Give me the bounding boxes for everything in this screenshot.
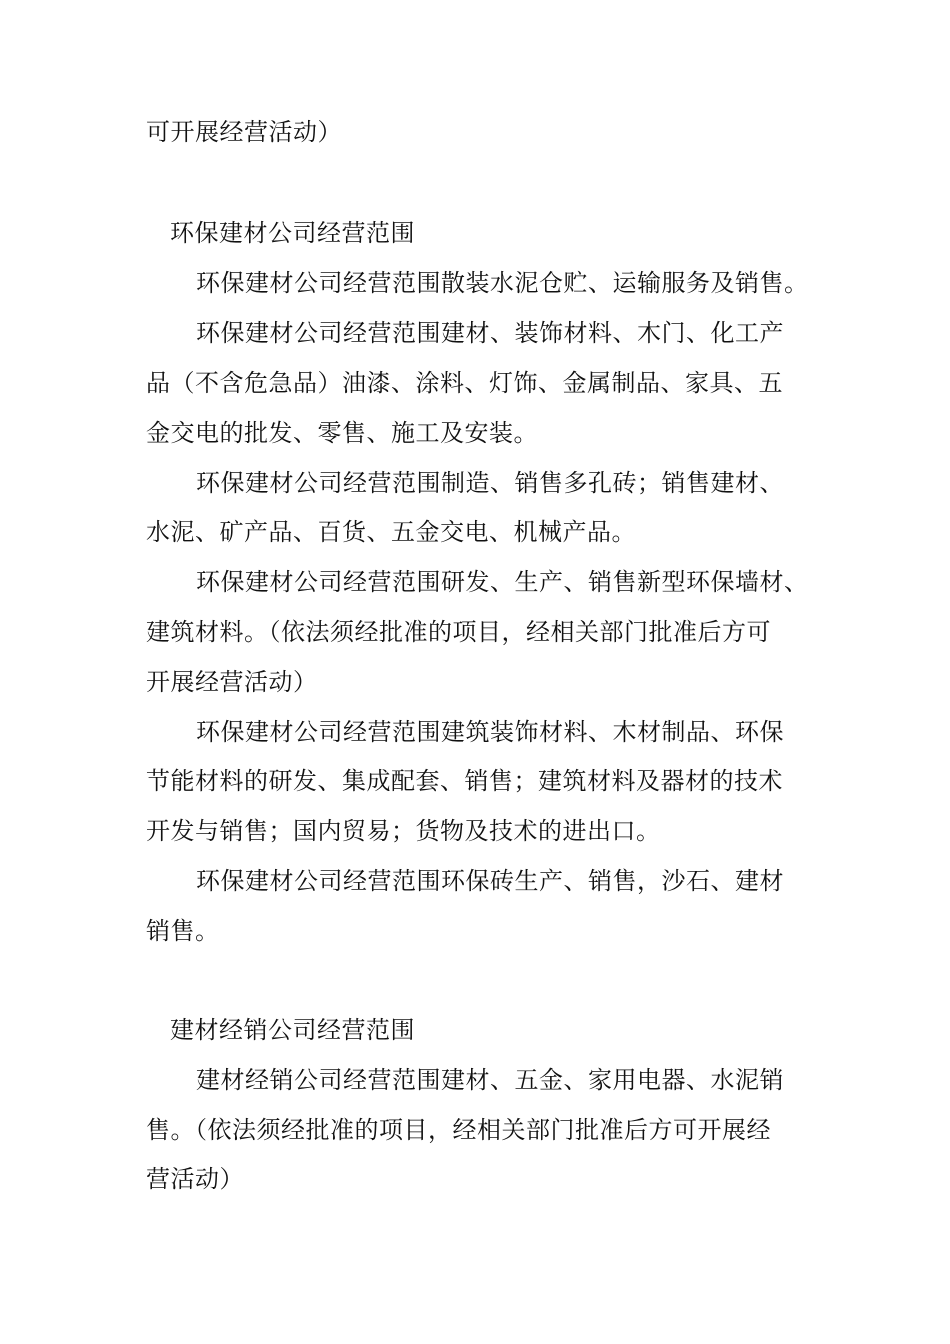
section1-p3-line1: 环保建材公司经营范围制造、销售多孔砖；销售建材、	[196, 469, 784, 497]
section2-p1-line1: 建材经销公司经营范围建材、五金、家用电器、水泥销	[196, 1066, 784, 1094]
section1-p5-line1: 环保建材公司经营范围建筑装饰材料、木材制品、环保	[196, 718, 784, 746]
section1-p4-line2: 建筑材料。（依法须经批准的项目，经相关部门批准后方可	[146, 618, 771, 646]
section1-p6-line2: 销售。	[146, 917, 220, 945]
section1-p2-line2: 品（不含危急品）油漆、涂料、灯饰、金属制品、家具、五	[146, 369, 783, 397]
intro-tail-line: 可开展经营活动）	[146, 118, 342, 146]
section1-p2-line1: 环保建材公司经营范围建材、装饰材料、木门、化工产	[196, 319, 784, 347]
section1-heading: 环保建材公司经营范围	[170, 219, 415, 247]
section2-p1-line2: 售。（依法须经批准的项目，经相关部门批准后方可开展经	[146, 1116, 771, 1144]
section1-p4-line1: 环保建材公司经营范围研发、生产、销售新型环保墙材、	[196, 568, 809, 596]
section2-p1-line3: 营活动）	[146, 1165, 244, 1193]
section1-p5-line3: 开发与销售；国内贸易；货物及技术的进出口。	[146, 817, 661, 845]
section1-p2-line3: 金交电的批发、零售、施工及安装。	[146, 419, 538, 447]
section1-p6-line1: 环保建材公司经营范围环保砖生产、销售，沙石、建材	[196, 867, 784, 895]
section1-p1-line1: 环保建材公司经营范围散装水泥仓贮、运输服务及销售。	[196, 269, 809, 297]
section1-p3-line2: 水泥、矿产品、百货、五金交电、机械产品。	[146, 518, 636, 546]
section1-p4-line3: 开展经营活动）	[146, 668, 318, 696]
section2-heading: 建材经销公司经营范围	[170, 1016, 415, 1044]
section1-p5-line2: 节能材料的研发、集成配套、销售；建筑材料及器材的技术	[146, 767, 783, 795]
